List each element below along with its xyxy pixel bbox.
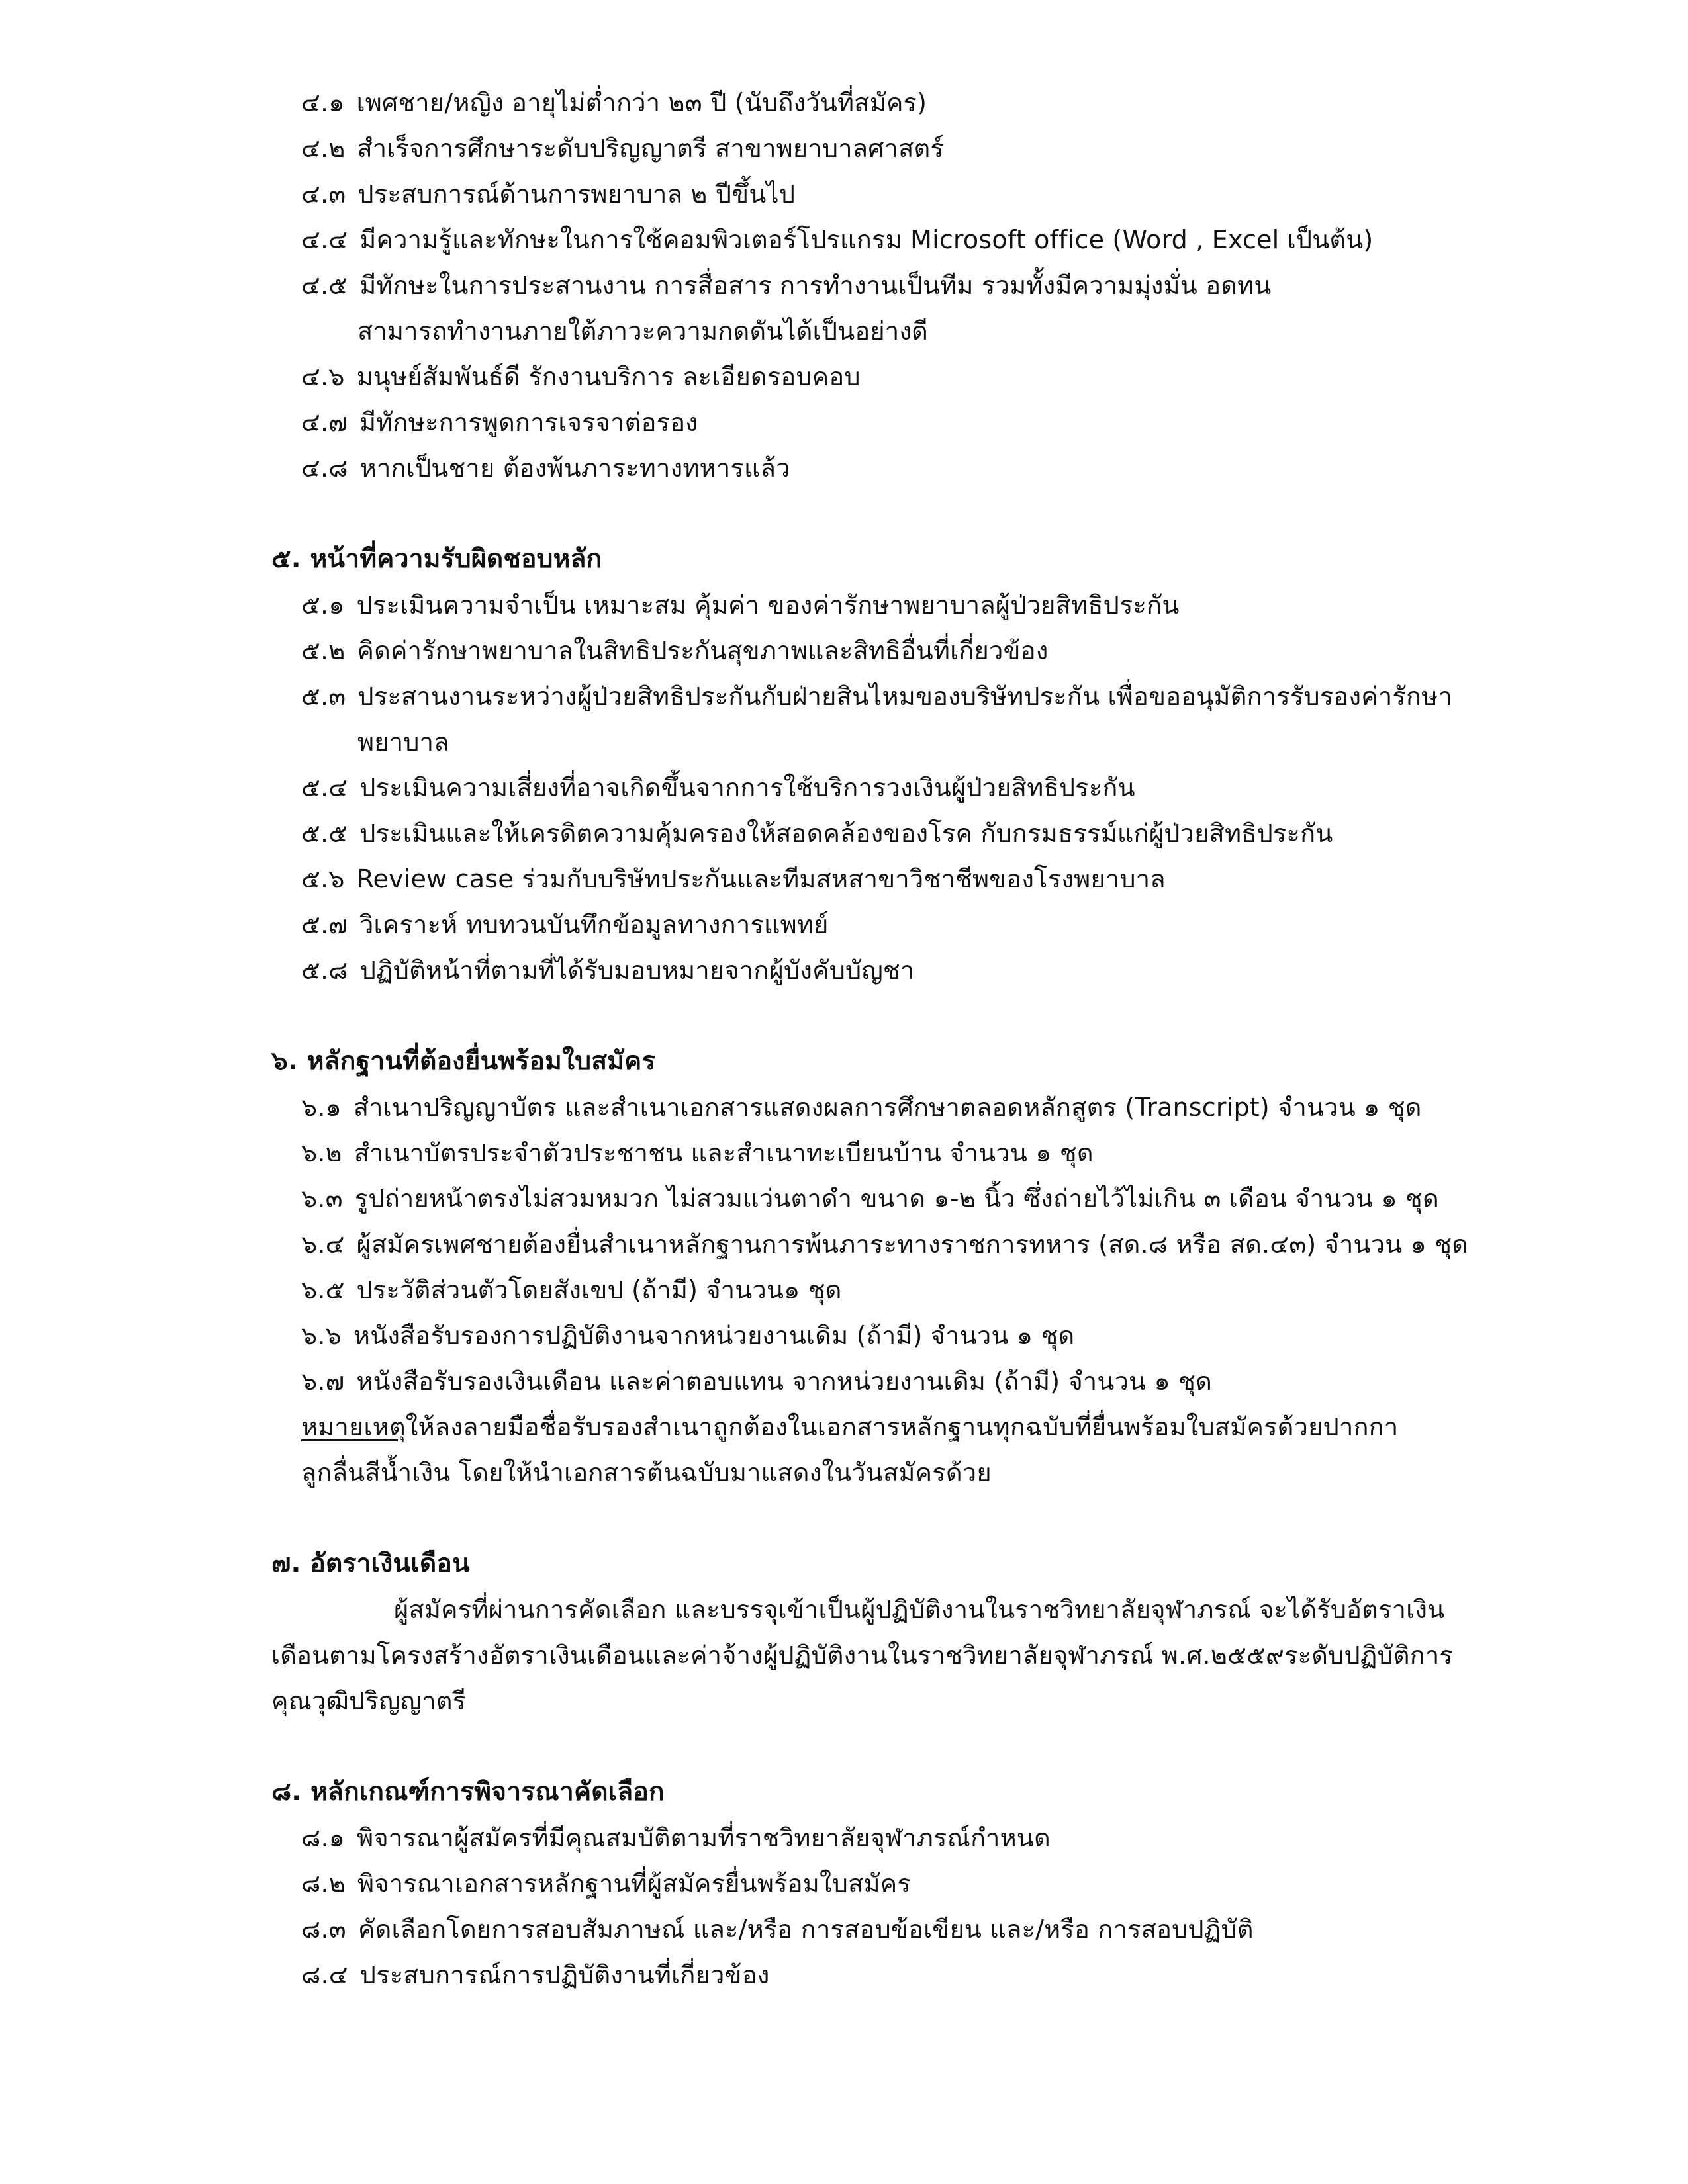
item-text: หากเป็นชาย ต้องพ้นภาระทางทหารแล้ว xyxy=(359,453,790,482)
item-number: ๔.๑ xyxy=(301,88,345,117)
list-item-continuation: สามารถทำงานภายใต้ภาวะความกดดันได้เป็นอย่างดี xyxy=(357,316,929,345)
item-number: ๔.๘ xyxy=(301,453,348,482)
section-heading: ๖. หลักฐานที่ต้องยื่นพร้อมใบสมัคร xyxy=(271,1046,656,1076)
item-number: ๕.๖ xyxy=(301,864,345,893)
list-item xyxy=(301,1864,911,1903)
list-item xyxy=(301,1909,1254,1949)
item-number: ๔.๒ xyxy=(301,134,346,163)
item-text: รูปถ่ายหน้าตรงไม่สวมหมวก ไม่สวมแว่นตาดำ ขนาด ๑-๒ นิ้ว ซึ่งถ่ายไว้ไม่เกิน ๓ เดือน จำนวน ๑ ชุด xyxy=(354,1184,1439,1213)
item-text: คิดค่ารักษาพยาบาลในสิทธิประกันสุขภาพและสิทธิอื่นที่เกี่ยวข้อง xyxy=(357,636,1049,665)
item-number: ๔.๓ xyxy=(301,179,346,208)
item-text: ประเมินและให้เครดิตความคุ้มครองให้สอดคล้องของโรค กับกรมธรรม์แก่ผู้ป่วยสิทธิประกัน xyxy=(359,819,1333,848)
item-text: ประสานงานระหว่างผู้ป่วยสิทธิประกันกับฝ่ายสินไหมของบริษัทประกัน เพื่อขออนุมัติการรับรองค่ารักษา xyxy=(357,682,1452,711)
note-line-continuation: ลูกลื่นสีน้ำเงิน โดยให้นำเอกสารต้นฉบับมาแสดงในวันสมัครด้วย xyxy=(301,1458,992,1487)
item-text: มีทักษะในการประสานงาน การสื่อสาร การทำงานเป็นทีม รวมทั้งมีความมุ่งมั่น อดทน xyxy=(359,271,1272,300)
item-number: ๘.๑ xyxy=(301,1823,346,1852)
list-item xyxy=(301,448,790,488)
note-label: หมายเหตุ xyxy=(301,1412,406,1441)
item-text: ประสบการณ์ด้านการพยาบาล ๒ ปีขึ้นไป xyxy=(357,179,796,208)
item-number: ๕.๕ xyxy=(301,819,348,848)
list-item-continuation: พยาบาล xyxy=(357,727,449,756)
item-number: ๕.๔ xyxy=(301,773,348,802)
list-item xyxy=(301,1316,1074,1355)
list-item xyxy=(301,357,861,396)
paragraph-line: เดือนตามโครงสร้างอัตราเงินเดือนและค่าจ้างผู้ปฏิบัติงานในราชวิทยาลัยจุฬาภรณ์ พ.ศ.๒๕๕๙ระดับปฏิบัติการ xyxy=(271,1641,1454,1670)
item-text: มนุษย์สัมพันธ์ดี รักงานบริการ ละเอียดรอบคอบ xyxy=(356,362,861,391)
section-heading: ๘. หลักเกณฑ์การพิจารณาคัดเลือก xyxy=(271,1777,665,1807)
list-item xyxy=(301,83,927,122)
section-heading: ๕. หน้าที่ความรับผิดชอบหลัก xyxy=(271,544,602,574)
item-number: ๔.๗ xyxy=(301,408,348,437)
item-text: ประวัติส่วนตัวโดยสังเขป (ถ้ามี) จำนวน๑ ชุด xyxy=(356,1275,842,1304)
list-item xyxy=(301,905,829,944)
item-number: ๕.๗ xyxy=(301,910,348,939)
list-item xyxy=(301,174,795,214)
list-item xyxy=(301,1087,1422,1127)
item-text: สำเนาปริญญาบัตร และสำเนาเอกสารแสดงผลการศึกษาตลอดหลักสูตร (Transcript) จำนวน ๑ ชุด xyxy=(353,1093,1422,1122)
item-text: พิจารณาเอกสารหลักฐานที่ผู้สมัครยื่นพร้อมใบสมัคร xyxy=(357,1869,911,1898)
note-text: ให้ลงลายมือชื่อรับรองสำเนาถูกต้องในเอกสารหลักฐานทุกฉบับที่ยื่นพร้อมใบสมัครด้วยปากกา xyxy=(405,1412,1399,1441)
list-item xyxy=(301,128,944,168)
item-number: ๔.๔ xyxy=(301,225,348,254)
item-text: สำเนาบัตรประจำตัวประชาชน และสำเนาทะเบียนบ้าน จำนวน ๑ ชุด xyxy=(353,1138,1094,1167)
item-number: ๔.๕ xyxy=(301,271,348,300)
list-item xyxy=(301,1179,1439,1218)
item-text: ปฏิบัติหน้าที่ตามที่ได้รับมอบหมายจากผู้บังคับบัญชา xyxy=(359,956,915,985)
item-number: ๕.๒ xyxy=(301,636,346,665)
list-item xyxy=(301,1361,1212,1401)
list-item xyxy=(301,676,1452,716)
item-number: ๕.๑ xyxy=(301,590,345,619)
item-number: ๔.๖ xyxy=(301,362,345,391)
item-text: สำเร็จการศึกษาระดับปริญญาตรี สาขาพยาบาลศาสตร์ xyxy=(357,134,944,163)
item-text: เพศชาย/หญิง อายุไม่ต่ำกว่า ๒๓ ปี (นับถึงวันที่สมัคร) xyxy=(356,88,927,117)
paragraph-line: ผู้สมัครที่ผ่านการคัดเลือก และบรรจุเข้าเป็นผู้ปฏิบัติงานในราชวิทยาลัยจุฬาภรณ์ จะได้รับอัตราเงิน xyxy=(394,1595,1445,1624)
item-number: ๘.๔ xyxy=(301,1960,348,1989)
item-text: ผู้สมัครเพศชายต้องยื่นสำเนาหลักฐานการพ้นภาระทางราชการทหาร (สด.๘ หรือ สด.๔๓) จำนวน ๑ ชุด xyxy=(356,1230,1469,1259)
list-item xyxy=(301,1955,770,1995)
item-text: วิเคราะห์ ทบทวนบันทึกข้อมูลทางการแพทย์ xyxy=(359,910,829,939)
item-number: ๖.๓ xyxy=(301,1184,343,1213)
item-text: คัดเลือกโดยการสอบสัมภาษณ์ และ/หรือ การสอบข้อเขียน และ/หรือ การสอบปฏิบัติ xyxy=(357,1915,1254,1944)
list-item xyxy=(301,859,1166,899)
item-text: มีความรู้และทักษะในการใช้คอมพิวเตอร์โปรแกรม Microsoft office (Word , Excel เป็นต้น) xyxy=(359,225,1374,254)
item-text: ประเมินความเสี่ยงที่อาจเกิดขึ้นจากการใช้บริการวงเงินผู้ป่วยสิทธิประกัน xyxy=(359,773,1135,802)
list-item xyxy=(301,402,698,442)
item-text: หนังสือรับรองการปฏิบัติงานจากหน่วยงานเดิม (ถ้ามี) จำนวน ๑ ชุด xyxy=(353,1321,1075,1350)
list-item xyxy=(301,813,1333,853)
list-item xyxy=(301,220,1373,259)
list-item xyxy=(301,1133,1094,1173)
item-text: Review case ร่วมกับบริษัทประกันและทีมสหสาขาวิชาชีพของโรงพยาบาล xyxy=(356,864,1166,893)
item-text: มีทักษะการพูดการเจรจาต่อรอง xyxy=(359,408,698,437)
paragraph-line: คุณวุฒิปริญญาตรี xyxy=(271,1686,467,1715)
item-text: ประสบการณ์การปฏิบัติงานที่เกี่ยวข้อง xyxy=(359,1960,770,1989)
list-item xyxy=(301,1270,842,1310)
item-number: ๘.๒ xyxy=(301,1869,346,1898)
item-number: ๖.๖ xyxy=(301,1321,342,1350)
list-item xyxy=(301,631,1048,670)
item-text: ประเมินความจำเป็น เหมาะสม คุ้มค่า ของค่ารักษาพยาบาลผู้ป่วยสิทธิประกัน xyxy=(356,590,1180,619)
item-number: ๖.๗ xyxy=(301,1367,345,1396)
note-line xyxy=(301,1407,1398,1447)
item-number: ๖.๔ xyxy=(301,1230,345,1259)
list-item xyxy=(301,1224,1468,1264)
item-number: ๖.๒ xyxy=(301,1138,342,1167)
list-item xyxy=(301,1818,1051,1858)
item-number: ๖.๕ xyxy=(301,1275,345,1304)
item-text: พิจารณาผู้สมัครที่มีคุณสมบัติตามที่ราชวิทยาลัยจุฬาภรณ์กำหนด xyxy=(357,1823,1051,1852)
section-heading: ๗. อัตราเงินเดือน xyxy=(271,1549,470,1578)
item-text: หนังสือรับรองเงินเดือน และค่าตอบแทน จากหน่วยงานเดิม (ถ้ามี) จำนวน ๑ ชุด xyxy=(356,1367,1212,1396)
list-item xyxy=(301,265,1272,305)
list-item xyxy=(301,950,914,990)
item-number: ๕.๘ xyxy=(301,956,348,985)
item-number: ๕.๓ xyxy=(301,682,346,711)
item-number: ๖.๑ xyxy=(301,1093,342,1122)
list-item xyxy=(301,585,1180,625)
list-item xyxy=(301,768,1135,807)
item-number: ๘.๓ xyxy=(301,1915,346,1944)
